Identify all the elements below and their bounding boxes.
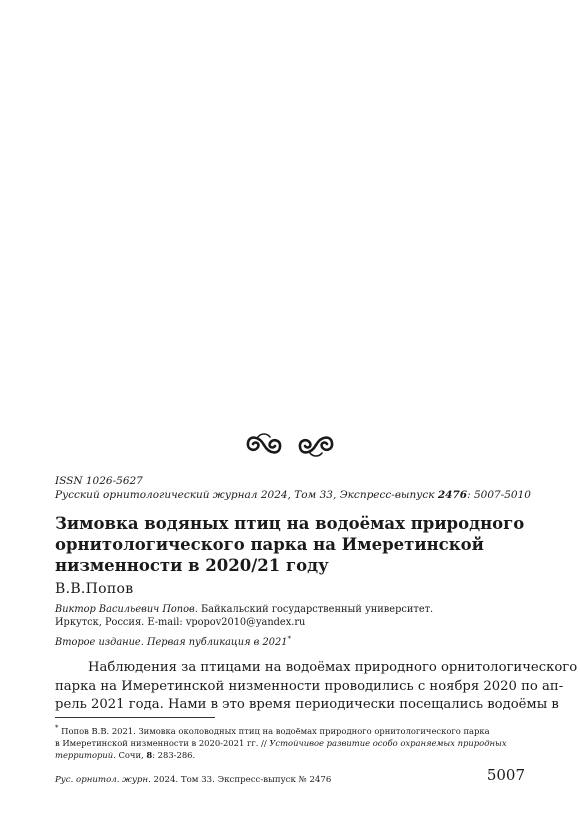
journal-prefix: Русский орнитологический журнал 2024, Том 33, Экспресс-выпуск — [55, 489, 438, 501]
body-line: Наблюдения за птицами на водоёмах природного орнитологического — [88, 660, 578, 675]
fleuron-left-icon — [245, 432, 283, 458]
issn-label: ISSN 1026-5627 — [55, 475, 143, 487]
footer-journal-abbrev: Рус. орнитол. журн. — [55, 775, 151, 785]
body-line: рель 2021 года. Нами в это время периодически посещались водоёмы в — [55, 697, 559, 712]
title-line: низменности в 2020/21 году — [55, 556, 329, 575]
second-edition-note — [55, 633, 291, 649]
footnote-line: Попов В.В. 2021. Зимовка околоводных птиц на водоёмах природного орнитологического парка — [61, 726, 490, 736]
journal-pages: : 5007-5010 — [467, 489, 531, 501]
footnote — [55, 722, 507, 761]
ornament — [0, 432, 580, 460]
footnote-mark: * — [55, 724, 59, 732]
footnote-journal-end: территорий — [55, 750, 114, 760]
affiliation-name: Виктор Васильевич Попов — [55, 604, 195, 615]
affiliation-institution: . Байкальский государственный университет. — [194, 604, 434, 615]
journal-citation — [55, 489, 531, 502]
journal-issue: 2476 — [437, 489, 468, 501]
footnote-journal: Устойчивое развитие особо охраняемых природных — [269, 738, 507, 748]
footer-issue: 2024. Том 33. Экспресс-выпуск № 2476 — [150, 775, 332, 785]
footnote-volume: 8 — [146, 750, 153, 760]
title-line: орнитологического парка на Имеретинской — [55, 535, 484, 554]
footnote-city: . Сочи, — [113, 750, 147, 760]
fleuron-right-icon — [297, 432, 335, 458]
author-affiliation — [55, 603, 433, 629]
article-title — [55, 513, 535, 576]
footnote-marker: * — [287, 635, 291, 643]
footnote-divider — [55, 717, 215, 718]
second-edition-text: Второе издание. Первая публикация в 2021 — [55, 637, 288, 648]
title-line: Зимовка водяных птиц на водоёмах природного — [55, 514, 525, 533]
page-number: 5007 — [486, 766, 525, 784]
footnote-line: в Имеретинской низменности в 2020-2021 гг. // — [55, 738, 270, 748]
affiliation-contact: Иркутск, Россия. E-mail: vpopov2010@yandex.ru — [55, 617, 306, 628]
running-footer — [55, 774, 331, 786]
author-name: В.В.Попов — [55, 581, 134, 597]
body-line: парка на Имеретинской низменности проводились с ноября 2020 по ап- — [55, 678, 564, 694]
body-paragraph — [55, 659, 578, 715]
footnote-pages: : 283-286. — [152, 750, 196, 760]
